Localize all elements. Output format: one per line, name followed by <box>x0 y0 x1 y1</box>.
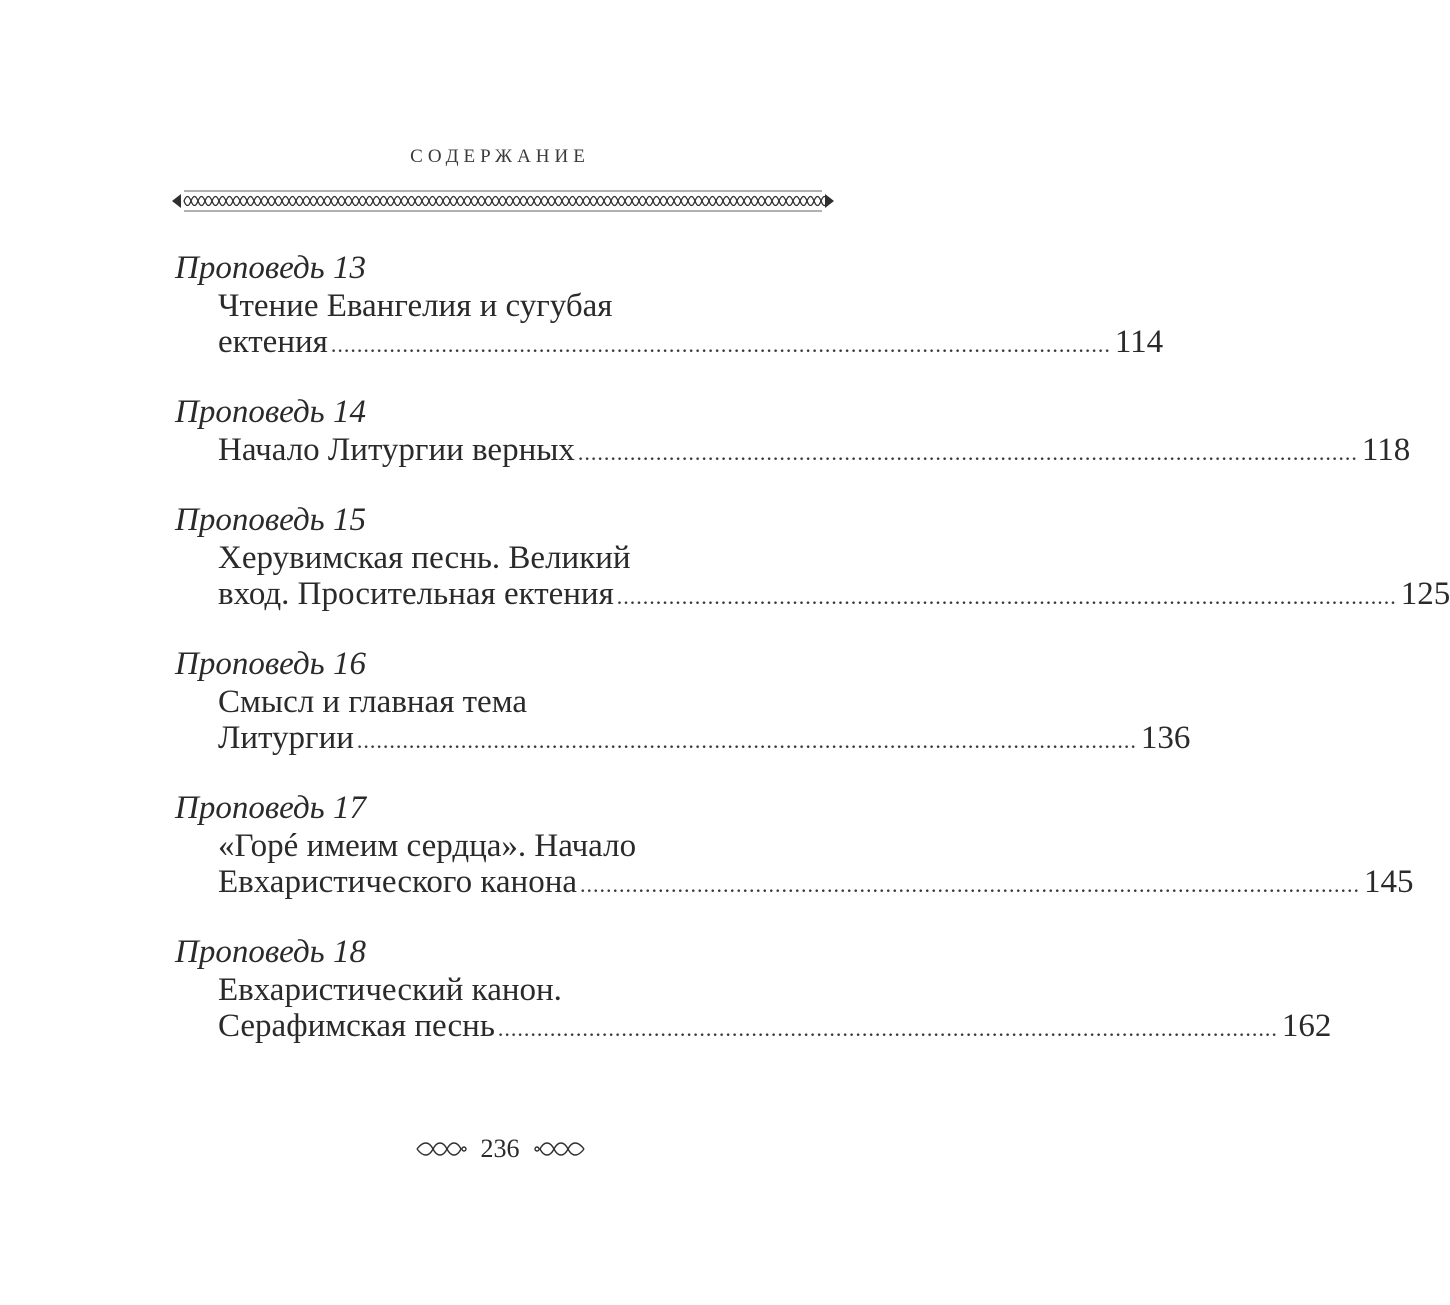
chapter-title-last-line <box>218 864 1414 900</box>
sermon-heading: Проповедь 18 <box>175 934 366 970</box>
dot-leader: ........................................................................................................................ <box>330 332 1111 357</box>
chapter-title-last-line <box>218 576 1450 612</box>
chapter-title <box>218 972 1332 1044</box>
knot-ornament-right-icon <box>534 1139 586 1159</box>
sermon-heading: Проповедь 14 <box>175 394 366 430</box>
braided-border-ornament <box>172 189 834 213</box>
chapter-title-line: Чтение Евангелия и сугубая <box>218 288 613 324</box>
chapter-title-last-line <box>218 1008 1332 1044</box>
chapter-title-text: Литургии <box>218 720 354 756</box>
page-number[interactable]: 162 <box>1281 1008 1332 1044</box>
dot-leader: ........................................................................................................................ <box>356 728 1137 753</box>
page-title: СОДЕРЖАНИЕ <box>410 146 590 167</box>
page-number[interactable]: 125 <box>1400 576 1450 612</box>
chapter-title <box>218 540 1450 612</box>
chapter-title-text: вход. Просительная ектения <box>218 576 614 612</box>
sermon-heading: Проповедь 17 <box>175 790 366 826</box>
sermon-heading: Проповедь 13 <box>175 250 366 286</box>
dot-leader: ........................................................................................................................ <box>616 584 1397 609</box>
page-number[interactable]: 118 <box>1361 432 1411 468</box>
page-number[interactable]: 145 <box>1364 864 1414 900</box>
chapter-title-line: «Горé имеим сердца». Начало <box>218 828 637 864</box>
chapter-title <box>218 432 1411 468</box>
page-number[interactable]: 114 <box>1114 324 1164 360</box>
table-of-contents <box>175 248 1450 1076</box>
toc-entry[interactable] <box>175 788 1414 900</box>
chapter-title-text: Евхаристического канона <box>218 864 578 900</box>
knot-ornament-left-icon <box>415 1139 467 1159</box>
chapter-title-text: Начало Литургии верных <box>218 432 575 468</box>
dot-leader: ........................................................................................................................ <box>577 440 1358 465</box>
chapter-title-line: Херувимская песнь. Великий <box>218 540 631 576</box>
page-footer <box>0 1132 1000 1166</box>
toc-entry[interactable] <box>175 392 1411 468</box>
chapter-title-text: Серафимская песнь <box>218 1008 495 1044</box>
chapter-title <box>218 288 1164 360</box>
sermon-heading: Проповедь 16 <box>175 646 366 682</box>
footer-page-number: 236 <box>480 1134 520 1163</box>
chapter-title <box>218 684 1191 756</box>
dot-leader: ........................................................................................................................ <box>580 872 1361 897</box>
page-number[interactable]: 136 <box>1140 720 1191 756</box>
chapter-title-text: ектения <box>218 324 328 360</box>
chapter-title-line: Смысл и главная тема <box>218 684 528 720</box>
chapter-title <box>218 828 1414 900</box>
chapter-title-last-line <box>218 432 1411 468</box>
dot-leader: ........................................................................................................................ <box>497 1016 1278 1041</box>
toc-entry[interactable] <box>175 500 1450 612</box>
chapter-title-line: Евхаристический канон. <box>218 972 562 1008</box>
toc-entry[interactable] <box>175 644 1191 756</box>
chapter-title-last-line <box>218 324 1164 360</box>
chapter-title-last-line <box>218 720 1191 756</box>
toc-entry[interactable] <box>175 932 1332 1044</box>
sermon-heading: Проповедь 15 <box>175 502 366 538</box>
toc-entry[interactable] <box>175 248 1164 360</box>
